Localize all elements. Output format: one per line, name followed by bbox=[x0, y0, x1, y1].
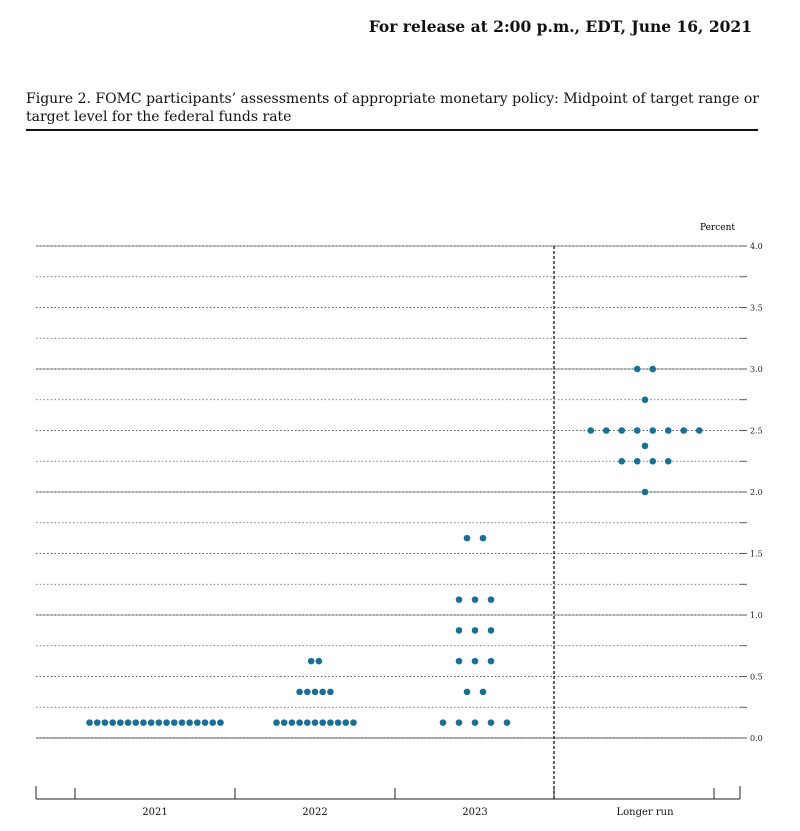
data-dot bbox=[696, 427, 703, 434]
data-dot bbox=[304, 689, 311, 696]
data-dot bbox=[312, 689, 319, 696]
data-dot bbox=[488, 719, 495, 726]
data-dot bbox=[94, 719, 101, 726]
data-dot bbox=[86, 719, 93, 726]
data-dot bbox=[464, 535, 471, 542]
data-dot bbox=[102, 719, 109, 726]
x-tick-label: 2021 bbox=[142, 807, 168, 818]
data-dot bbox=[163, 719, 170, 726]
data-dot bbox=[649, 458, 656, 465]
data-dot bbox=[186, 719, 193, 726]
data-dot bbox=[472, 627, 479, 634]
dots bbox=[86, 366, 702, 726]
data-dot bbox=[488, 627, 495, 634]
data-dot bbox=[117, 719, 124, 726]
data-dot bbox=[140, 719, 147, 726]
x-tick-label: 2023 bbox=[462, 807, 488, 818]
data-dot bbox=[680, 427, 687, 434]
data-dot bbox=[327, 719, 334, 726]
data-dot bbox=[440, 719, 447, 726]
y-tick-label: 3.0 bbox=[750, 365, 763, 374]
data-dot bbox=[456, 719, 463, 726]
data-dot bbox=[281, 719, 288, 726]
data-dot bbox=[296, 689, 303, 696]
x-tick-label: Longer run bbox=[616, 807, 674, 818]
data-dot bbox=[456, 596, 463, 603]
data-dot bbox=[587, 427, 594, 434]
data-dot bbox=[209, 719, 216, 726]
data-dot bbox=[665, 458, 672, 465]
data-dot bbox=[327, 689, 334, 696]
data-dot bbox=[335, 719, 342, 726]
data-dot bbox=[217, 719, 224, 726]
data-dot bbox=[132, 719, 139, 726]
data-dot bbox=[649, 366, 656, 373]
y-tick-labels bbox=[750, 242, 763, 743]
data-dot bbox=[504, 719, 511, 726]
data-dot bbox=[304, 719, 311, 726]
data-dot bbox=[308, 658, 315, 665]
gridlines bbox=[36, 246, 747, 738]
data-dot bbox=[319, 689, 326, 696]
data-dot bbox=[312, 719, 319, 726]
figure-caption: Figure 2. FOMC participants’ assessments of appropriate monetary policy: Midpoint of target range or target level for the federal funds rate bbox=[26, 91, 760, 125]
y-tick-label: 0.0 bbox=[750, 734, 763, 743]
y-tick-label: 4.0 bbox=[750, 242, 763, 251]
data-dot bbox=[642, 396, 649, 403]
data-dot bbox=[472, 719, 479, 726]
data-dot bbox=[109, 719, 116, 726]
data-dot bbox=[665, 427, 672, 434]
data-dot bbox=[603, 427, 610, 434]
data-dot bbox=[472, 658, 479, 665]
data-dot bbox=[289, 719, 296, 726]
data-dot bbox=[171, 719, 178, 726]
data-dot bbox=[634, 427, 641, 434]
y-axis-label: Percent bbox=[699, 223, 735, 233]
data-dot bbox=[456, 658, 463, 665]
data-dot bbox=[488, 596, 495, 603]
data-dot bbox=[649, 427, 656, 434]
data-dot bbox=[319, 719, 326, 726]
y-tick-label: 0.5 bbox=[750, 672, 763, 682]
data-dot bbox=[316, 658, 323, 665]
data-dot bbox=[202, 719, 209, 726]
data-dot bbox=[642, 443, 649, 450]
data-dot bbox=[350, 719, 357, 726]
data-dot bbox=[194, 719, 201, 726]
data-dot bbox=[125, 719, 132, 726]
y-tick-label: 3.5 bbox=[750, 303, 763, 313]
y-tick-label: 1.0 bbox=[750, 611, 763, 620]
data-dot bbox=[343, 719, 350, 726]
release-note: For release at 2:00 p.m., EDT, June 16, 2021 bbox=[368, 17, 752, 36]
data-dot bbox=[456, 627, 463, 634]
data-dot bbox=[148, 719, 155, 726]
data-dot bbox=[634, 458, 641, 465]
data-dot bbox=[618, 427, 625, 434]
data-dot bbox=[296, 719, 303, 726]
data-dot bbox=[273, 719, 280, 726]
data-dot bbox=[480, 689, 487, 696]
data-dot bbox=[472, 596, 479, 603]
data-dot bbox=[156, 719, 163, 726]
data-dot bbox=[480, 535, 487, 542]
data-dot bbox=[464, 689, 471, 696]
x-axis bbox=[36, 246, 740, 818]
y-tick-label: 2.0 bbox=[750, 488, 763, 497]
x-tick-label: 2022 bbox=[302, 807, 328, 818]
y-tick-label: 1.5 bbox=[750, 549, 763, 559]
data-dot bbox=[179, 719, 186, 726]
data-dot bbox=[488, 658, 495, 665]
y-tick-label: 2.5 bbox=[750, 426, 763, 436]
data-dot bbox=[634, 366, 641, 373]
data-dot bbox=[618, 458, 625, 465]
data-dot bbox=[642, 489, 649, 496]
